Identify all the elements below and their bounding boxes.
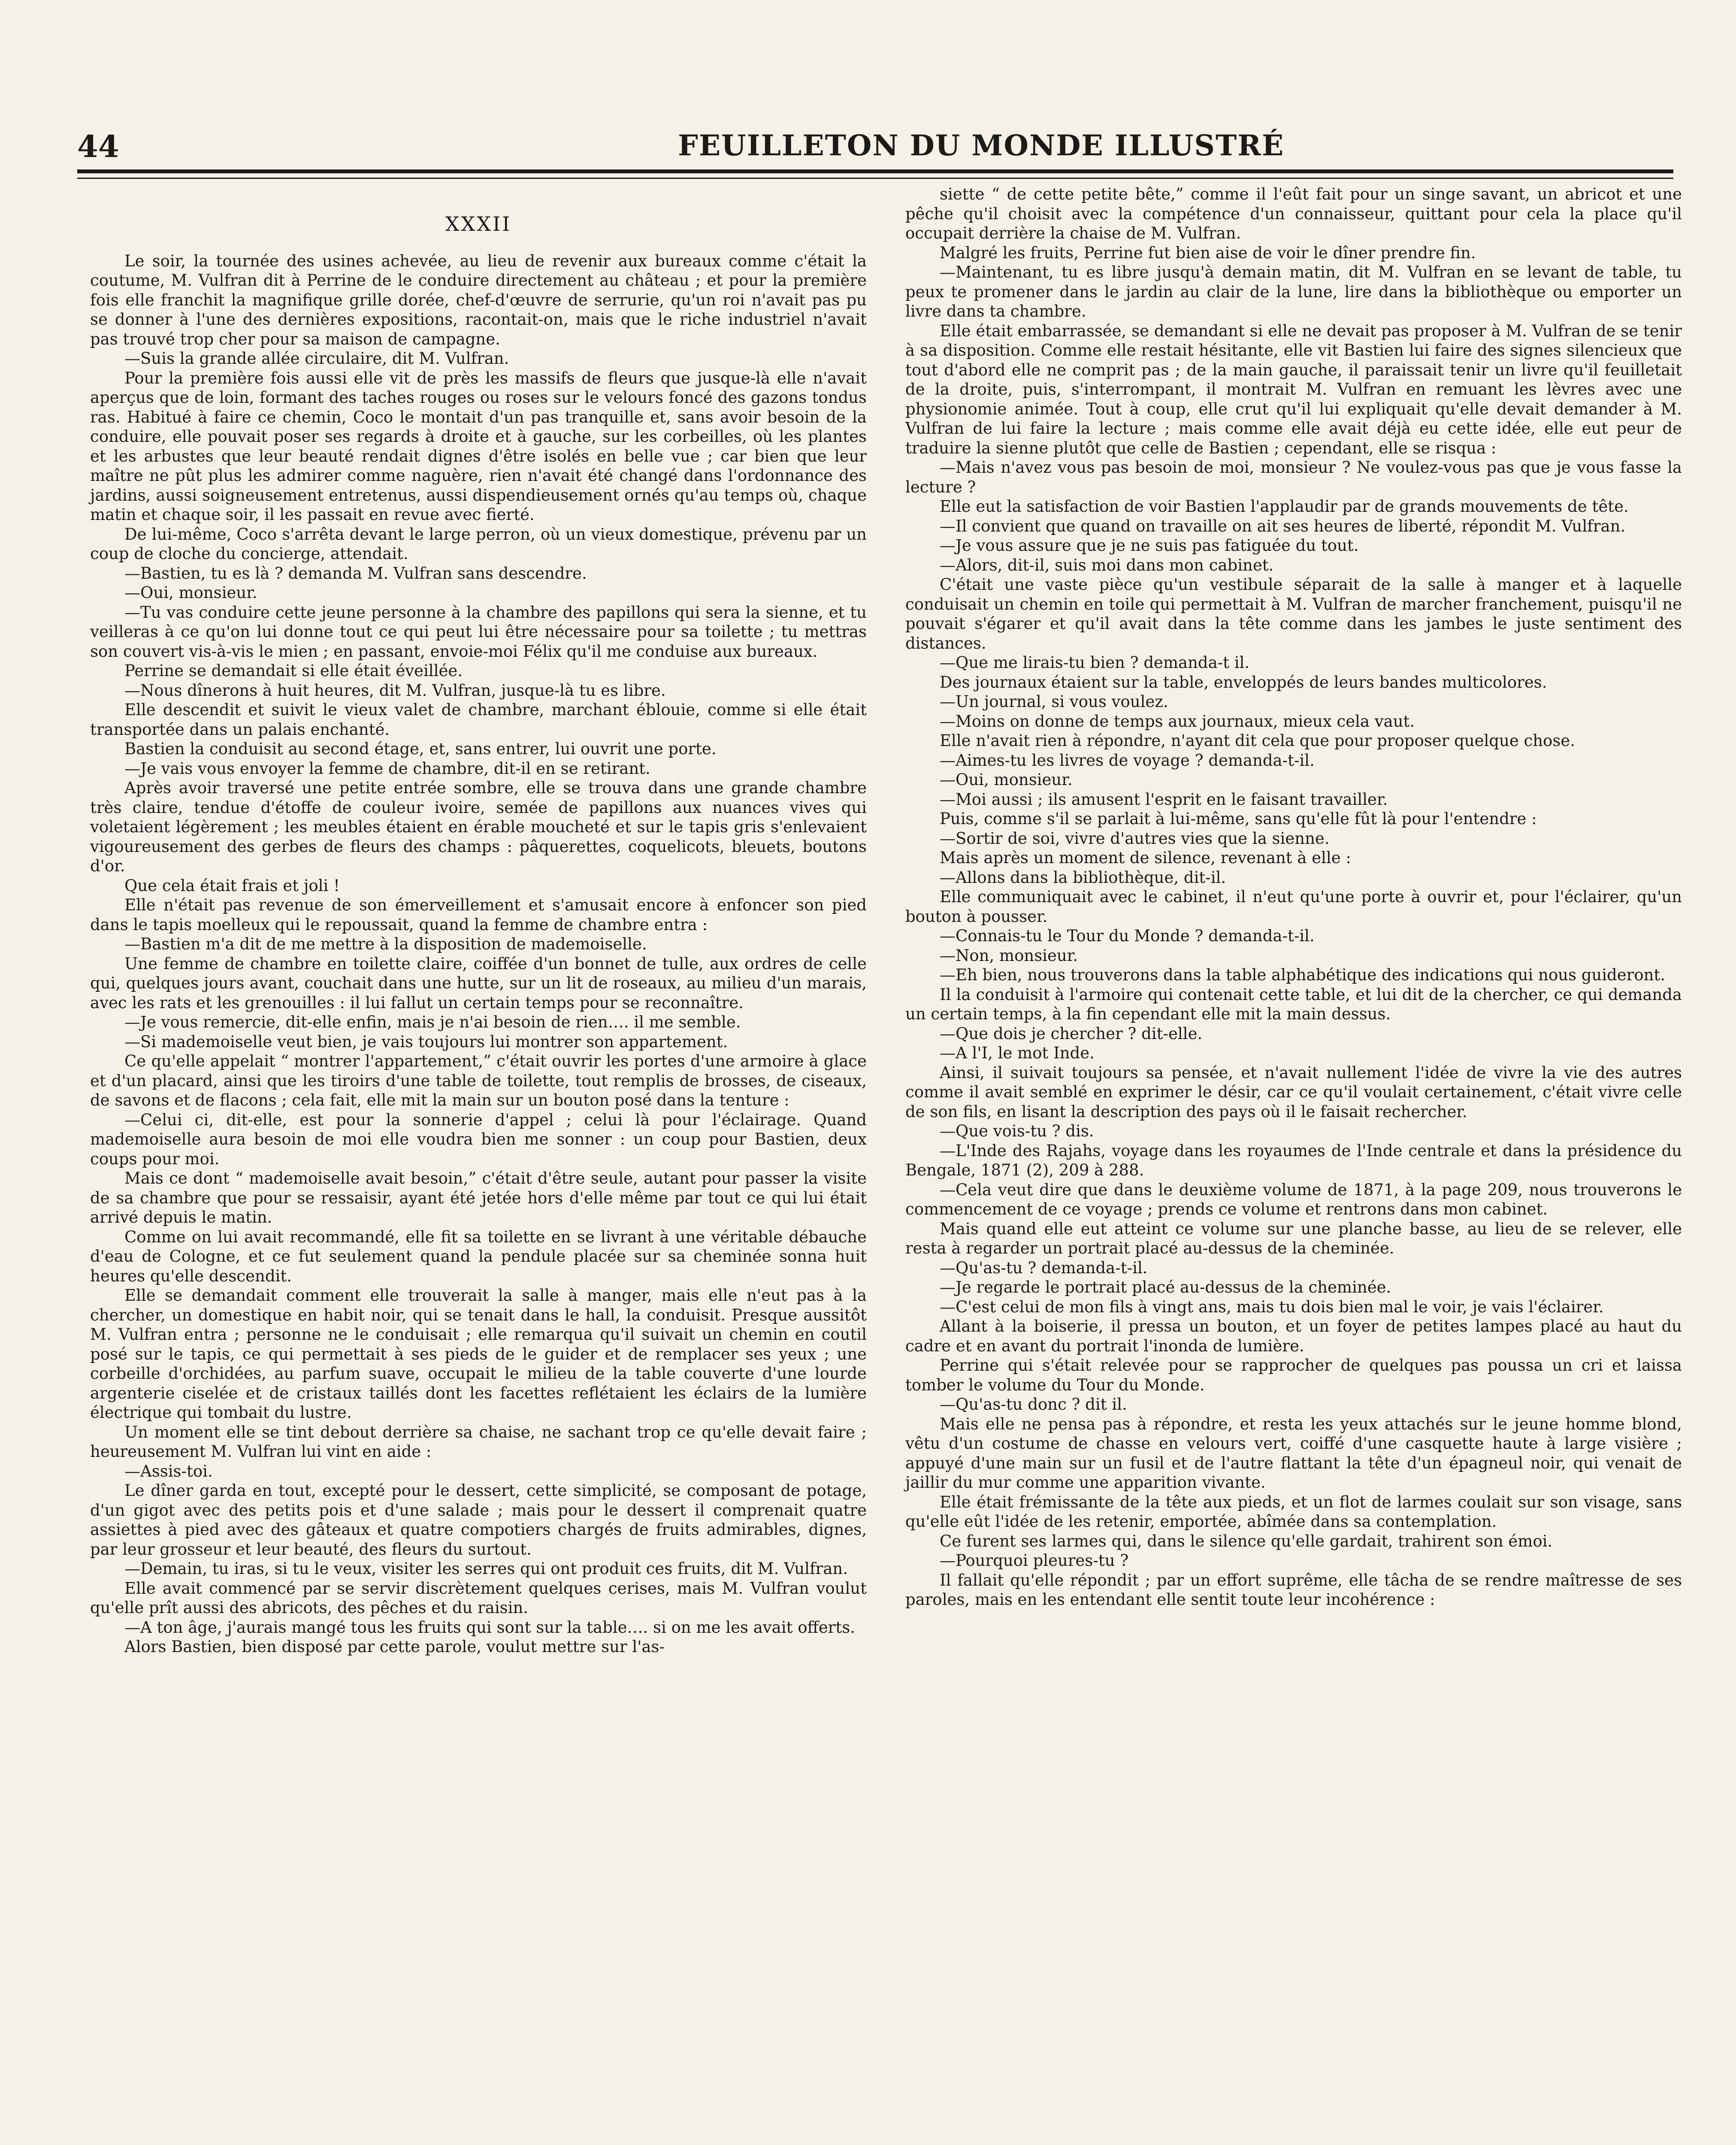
paragraph: Elle eut la satisfaction de voir Bastien l'applaudir par de grands mouvements de tête. (940, 497, 1629, 516)
paragraph: Il la conduisit à l'armoire qui contenait cette table, et lui dit de la chercher, ce qui demanda un certain temps, à la fin cependant elle mit la main dessus. (905, 985, 1682, 1023)
paragraph: —Oui, monsieur. (940, 770, 1073, 789)
paragraph: Malgré les fruits, Perrine fut bien aise de voir le dîner prendre fin. (940, 243, 1476, 262)
paragraph: —Moins on donne de temps aux journaux, mieux cela vaut. (940, 712, 1415, 731)
paragraph: —Pourquoi pleures-tu ? (940, 1551, 1129, 1570)
paragraph: —Suis la grande allée circulaire, dit M. Vulfran. (124, 349, 509, 368)
paragraph: —Aimes-tu les livres de voyage ? demanda-t-il. (940, 751, 1315, 770)
paragraph: Perrine se demandait si elle était éveillée. (124, 662, 463, 680)
paragraph: —Non, monsieur. (940, 946, 1078, 965)
paragraph: —Maintenant, tu es libre jusqu'à demain matin, dit M. Vulfran en se levant de table, tu peux te promener dans le jardin au clair de la lune, lire dans la bibliothèque ou emporter un livre dans ta chambre. (905, 263, 1682, 320)
paragraph: —Moi aussi ; ils amusent l'esprit en le faisant travailler. (940, 790, 1388, 809)
paragraph: Ce furent ses larmes qui, dans le silence qu'elle gardait, trahirent son émoi. (940, 1532, 1553, 1550)
paragraph: —Assis-toi. (124, 1462, 213, 1480)
paragraph: Des journaux étaient sur la table, enveloppés de leurs bandes multicolores. (940, 673, 1547, 692)
paragraph: —Je regarde le portrait placé au-dessus de la cheminée. (940, 1278, 1391, 1296)
paragraph: Il fallait qu'elle répondit ; par un effort suprême, elle tâcha de se rendre maîtresse de ses paroles, mais en les entendant elle sentit toute leur incohérence : (905, 1571, 1682, 1609)
paragraph: —Si mademoiselle veut bien, je vais toujours lui montrer son appartement. (124, 1032, 728, 1051)
header-rule-thick (77, 169, 1673, 173)
paragraph: —Eh bien, nous trouverons dans la table alphabétique des indications qui nous guideront. (940, 966, 1666, 984)
paragraph: —Que dois je chercher ? dit-elle. (940, 1024, 1203, 1043)
paragraph: Puis, comme s'il se parlait à lui-même, sans qu'elle fût là pour l'entendre : (940, 810, 1537, 828)
paragraph: —A ton âge, j'aurais mangé tous les fruits qui sont sur la table…. si on me les avait offerts. (124, 1618, 855, 1637)
paragraph: Elle n'avait rien à répondre, n'ayant dit cela que pour proposer quelque chose. (940, 731, 1575, 750)
paragraph: —Alors, dit-il, suis moi dans mon cabinet. (940, 556, 1274, 574)
paragraph: Elle descendit et suivit le vieux valet de chambre, marchant éblouie, comme si elle était transportée dans un palais enchanté. (90, 701, 867, 739)
paragraph: —Je vous remercie, dit-elle enfin, mais je n'ai besoin de rien…. il me semble. (124, 1013, 741, 1031)
paragraph: Mais ce dont “ mademoiselle avait besoin,” c'était d'être seule, autant pour passer la visite de sa chambre que pour se ressaisir, ayant été jetée hors d'elle même par tout ce qui lui était arrivé depuis le matin. (90, 1169, 867, 1227)
paragraph: —Que vois-tu ? dis. (940, 1122, 1094, 1140)
running-title: FEUILLETON DU MONDE ILLUSTRÉ (678, 129, 1285, 162)
paragraph: Mais quand elle eut atteint ce volume sur une planche basse, au lieu de se relever, elle resta à regarder un portrait placé au-dessus de la cheminée. (905, 1219, 1682, 1257)
paragraph: Elle communiquait avec le cabinet, il n'eut qu'une porte à ouvrir et, pour l'éclairer, qu'un bouton à pousser. (905, 888, 1682, 926)
page-header (77, 129, 1673, 163)
left-paragraphs (90, 251, 867, 1657)
paragraph: —Un journal, si vous voulez. (940, 692, 1168, 711)
paragraph: siette “ de cette petite bête,” comme il l'eût fait pour un singe savant, un abricot et une pêche qu'il choisit avec la compétence d'un connaisseur, quittant pour cela la place qu'il occupait derrière la chaise de M. Vulfran. (905, 185, 1682, 242)
paragraph: —Il convient que quand on travaille on ait ses heures de liberté, répondit M. Vulfran. (940, 517, 1626, 535)
paragraph: —Cela veut dire que dans le deuxième volume de 1871, à la page 209, nous trouverons le commencement de ce voyage ; prends ce volume et rentrons dans mon cabinet. (905, 1180, 1682, 1218)
paragraph: —Je vous assure que je ne suis pas fatiguée du tout. (940, 536, 1359, 555)
paragraph: Que cela était frais et joli ! (124, 876, 340, 895)
paragraph: Ainsi, il suivait toujours sa pensée, et n'avait nullement l'idée de vivre la vie des autres comme il avait semblé en exprimer le désir, car ce qu'il voulait certainement, c'était vivre celle de son fils, en lisant la description des pays où il le faisait rechercher. (905, 1063, 1682, 1121)
paragraph: Bastien la conduisit au second étage, et, sans entrer, lui ouvrit une porte. (124, 740, 717, 758)
paragraph: —Demain, tu iras, si tu le veux, visiter les serres qui ont produit ces fruits, dit M. Vulfran. (124, 1559, 848, 1578)
paragraph: —Tu vas conduire cette jeune personne à la chambre des papillons qui sera la sienne, et tu veilleras à ce qu'on lui donne tout ce qui peut lui être nécessaire pour sa toilette ; tu mettras son couvert vis-à-vis le mien ; en passant, envoie-moi Félix qu'il me conduise aux bureaux. (90, 603, 867, 661)
paragraph: Allant à la boiserie, il pressa un bouton, et un foyer de petites lampes placé au haut du cadre et en avant du portrait l'inonda de lumière. (905, 1317, 1682, 1355)
paragraph: —Bastien, tu es là ? demanda M. Vulfran sans descendre. (124, 564, 587, 583)
paragraph: —C'est celui de mon fils à vingt ans, mais tu dois bien mal le voir, je vais l'éclairer. (940, 1297, 1604, 1316)
right-column (905, 184, 1682, 1610)
right-paragraphs (905, 184, 1682, 1610)
paragraph: Un moment elle se tint debout derrière sa chaise, ne sachant trop ce qu'elle devait faire ; heureusement M. Vulfran lui vint en aide : (90, 1423, 867, 1461)
paragraph: —Allons dans la bibliothèque, dit-il. (940, 868, 1226, 887)
paragraph: —Je vais vous envoyer la femme de chambre, dit-il en se retirant. (124, 759, 650, 778)
paragraph: —Bastien m'a dit de me mettre à la disposition de mademoiselle. (124, 935, 647, 953)
paragraph: —Connais-tu le Tour du Monde ? demanda-t-il. (940, 927, 1315, 945)
paragraph: —A l'I, le mot Inde. (940, 1044, 1095, 1062)
paragraph: —Celui ci, dit-elle, est pour la sonnerie d'appel ; celui là pour l'éclairage. Quand mademoiselle aura besoin de moi elle voudra bien me sonner : un coup pour Bastien, deux coups pour moi. (90, 1110, 867, 1168)
paragraph: —Qu'as-tu donc ? dit il. (940, 1395, 1127, 1414)
paragraph: Le soir, la tournée des usines achevée, au lieu de revenir aux bureaux comme c'était la coutume, M. Vulfran dit à Perrine de le conduire directement au château ; et pour la première fois elle franchit la magnifique grille dorée, chef-d'œuvre de serrurie, qu'un roi n'avait pas pu se donner à l'une des dernières expositions, racontait-on, mais que le riche industriel n'avait pas trouvé trop cher pour sa maison de campagne. (90, 251, 867, 348)
paragraph: De lui-même, Coco s'arrêta devant le large perron, où un vieux domestique, prévenu par un coup de cloche du concierge, attendait. (90, 525, 867, 563)
header-rule-thin (77, 178, 1673, 179)
paragraph: —Mais n'avez vous pas besoin de moi, monsieur ? Ne voulez-vous pas que je vous fasse la lecture ? (905, 458, 1682, 496)
paragraph: —Qu'as-tu ? demanda-t-il. (940, 1258, 1148, 1277)
paragraph: —Que me lirais-tu bien ? demanda-t il. (940, 653, 1250, 672)
paragraph: Elle avait commencé par se servir discrètement quelques cerises, mais M. Vulfran voulut qu'elle prît aussi des abricots, des pêches et du raisin. (90, 1579, 867, 1617)
paragraph: Alors Bastien, bien disposé par cette parole, voulut mettre sur l'as- (124, 1637, 665, 1656)
paragraph: —L'Inde des Rajahs, voyage dans les royaumes de l'Inde centrale et dans la présidence du Bengale, 1871 (2), 209 à 288. (905, 1141, 1682, 1179)
paragraph: Le dîner garda en tout, excepté pour le dessert, cette simplicité, se composant de potage, d'un gigot avec des petits pois et d'une salade ; mais pour le dessert il comprenait quatre assiettes à pied avec des gâteaux et quatre compotiers chargés de fruits admirables, dignes, par leur grosseur et leur beauté, des fleurs du surtout. (90, 1481, 867, 1559)
paragraph: Une femme de chambre en toilette claire, coiffée d'un bonnet de tulle, aux ordres de celle qui, quelques jours avant, couchait dans une hutte, sur un lit de roseaux, au milieu d'un marais, avec les rats et les grenouilles : il lui fallut un certain temps pour se reconnaître. (90, 954, 867, 1012)
paragraph: Elle était frémissante de la tête aux pieds, et un flot de larmes coulait sur son visage, sans qu'elle eût l'idée de les retenir, emportée, abîmée dans sa contemplation. (905, 1492, 1682, 1531)
left-column (90, 206, 867, 1657)
paragraph: —Oui, monsieur. (124, 583, 257, 602)
paragraph: Elle se demandait comment elle trouverait la salle à manger, mais elle n'eut pas à la chercher, un domestique en habit noir, qui se tenait dans le hall, la conduisit. Presque aussitôt M. Vulfran entra ; personne ne le conduisait ; elle remarqua qu'il suivait un chemin en coutil posé sur le tapis, ce qui permettait à ses pieds de le guider et de remplacer ses yeux ; une corbeille d'orchidées, au parfum suave, occupait le milieu de la table couverte d'une lourde argenterie ciselée et de cristaux taillés dont les facettes reflétaient les éclairs de la lumière électrique qui tombait du lustre. (90, 1286, 867, 1422)
paragraph: —Sortir de soi, vivre d'autres vies que la sienne. (940, 829, 1330, 848)
paragraph: Elle était embarrassée, se demandant si elle ne devait pas proposer à M. Vulfran de se tenir à sa disposition. Comme elle restait hésitante, elle vit Bastien lui faire des signes silencieux que tout d'abord elle ne comprit pas ; de la main gauche, il paraissait tenir un livre qu'il feuilletait de la droite, puis, s'interrompant, il montrait M. Vulfran en remuant les lèvres avec une physionomie animée. Tout à coup, elle crut qu'il lui expliquait qu'elle devait demander à M. Vulfran de lui faire la lecture ; mais comme elle avait déjà eu cette idée, elle eut peur de traduire la sienne plutôt que celle de Bastien ; cependant, elle se risqua : (905, 321, 1682, 457)
paragraph: Elle n'était pas revenue de son émerveillement et s'amusait encore à enfoncer son pied dans le tapis moelleux qui le repoussait, quand la femme de chambre entra : (90, 896, 867, 934)
page-number: 44 (77, 129, 119, 164)
paragraph: C'était une vaste pièce qu'un vestibule séparait de la salle à manger et à laquelle conduisait un chemin en toile qui permettait à M. Vulfran de marcher franchement, puisqu'il ne pouvait s'égarer et qu'il avait dans la tête comme dans les jambes le juste sentiment des distances. (905, 575, 1682, 653)
chapter-title: XXXII (445, 212, 512, 236)
paragraph: Perrine qui s'était relevée pour se rapprocher de quelques pas poussa un cri et laissa tomber le volume du Tour du Monde. (905, 1356, 1682, 1394)
paragraph: Pour la première fois aussi elle vit de près les massifs de fleurs que jusque-là elle n'avait aperçus que de loin, formant des taches rouges ou roses sur le velours foncé des gazons tondus ras. Habitué à faire ce chemin, Coco le montait d'un pas tranquille et, sans avoir besoin de la conduire, elle pouvait poser ses regards à droite et à gauche, sur les corbeilles, où les plantes et les arbustes que leur beauté rendait dignes d'être isolés en belle vue ; car bien que leur maître ne pût plus les admirer comme naguère, rien n'avait été changé dans l'ordonnance des jardins, aussi soigneusement entretenus, aussi dispendieusement ornés qu'au temps où, chaque matin et chaque soir, il les passait en revue avec fierté. (90, 369, 867, 524)
paragraph: Après avoir traversé une petite entrée sombre, elle se trouva dans une grande chambre très claire, tendue d'étoffe de couleur ivoire, semée de papillons aux nuances vives qui voletaient légèrement ; les meubles étaient en érable moucheté et sur le tapis gris s'enlevaient vigoureusement des gerbes de fleurs des champs : pâquerettes, coquelicots, bleuets, boutons d'or. (90, 779, 867, 875)
paragraph: Mais après un moment de silence, revenant à elle : (940, 849, 1351, 867)
paragraph: —Nous dînerons à huit heures, dit M. Vulfran, jusque-là tu es libre. (124, 681, 666, 700)
paragraph: Comme on lui avait recommandé, elle fit sa toilette en se livrant à une véritable débauche d'eau de Cologne, et ce fut seulement quand la pendule placée sur sa cheminée sonna huit heures qu'elle descendit. (90, 1227, 867, 1285)
paragraph: Ce qu'elle appelait “ montrer l'appartement,” c'était ouvrir les portes d'une armoire à glace et d'un placard, ainsi que les tiroirs d'une table de toilette, tout remplis de brosses, de ciseaux, de savons et de flacons ; cela fait, elle mit la main sur un bouton posé dans la tenture : (90, 1052, 867, 1109)
paragraph: Mais elle ne pensa pas à répondre, et resta les yeux attachés sur le jeune homme blond, vêtu d'un costume de chasse en velours vert, coiffé d'une casquette haute à large visière ; appuyé d'une main sur un fusil et de l'autre flattant la tête d'un épagneul noir, qui venait de jaillir du mur comme une apparition vivante. (905, 1414, 1682, 1492)
